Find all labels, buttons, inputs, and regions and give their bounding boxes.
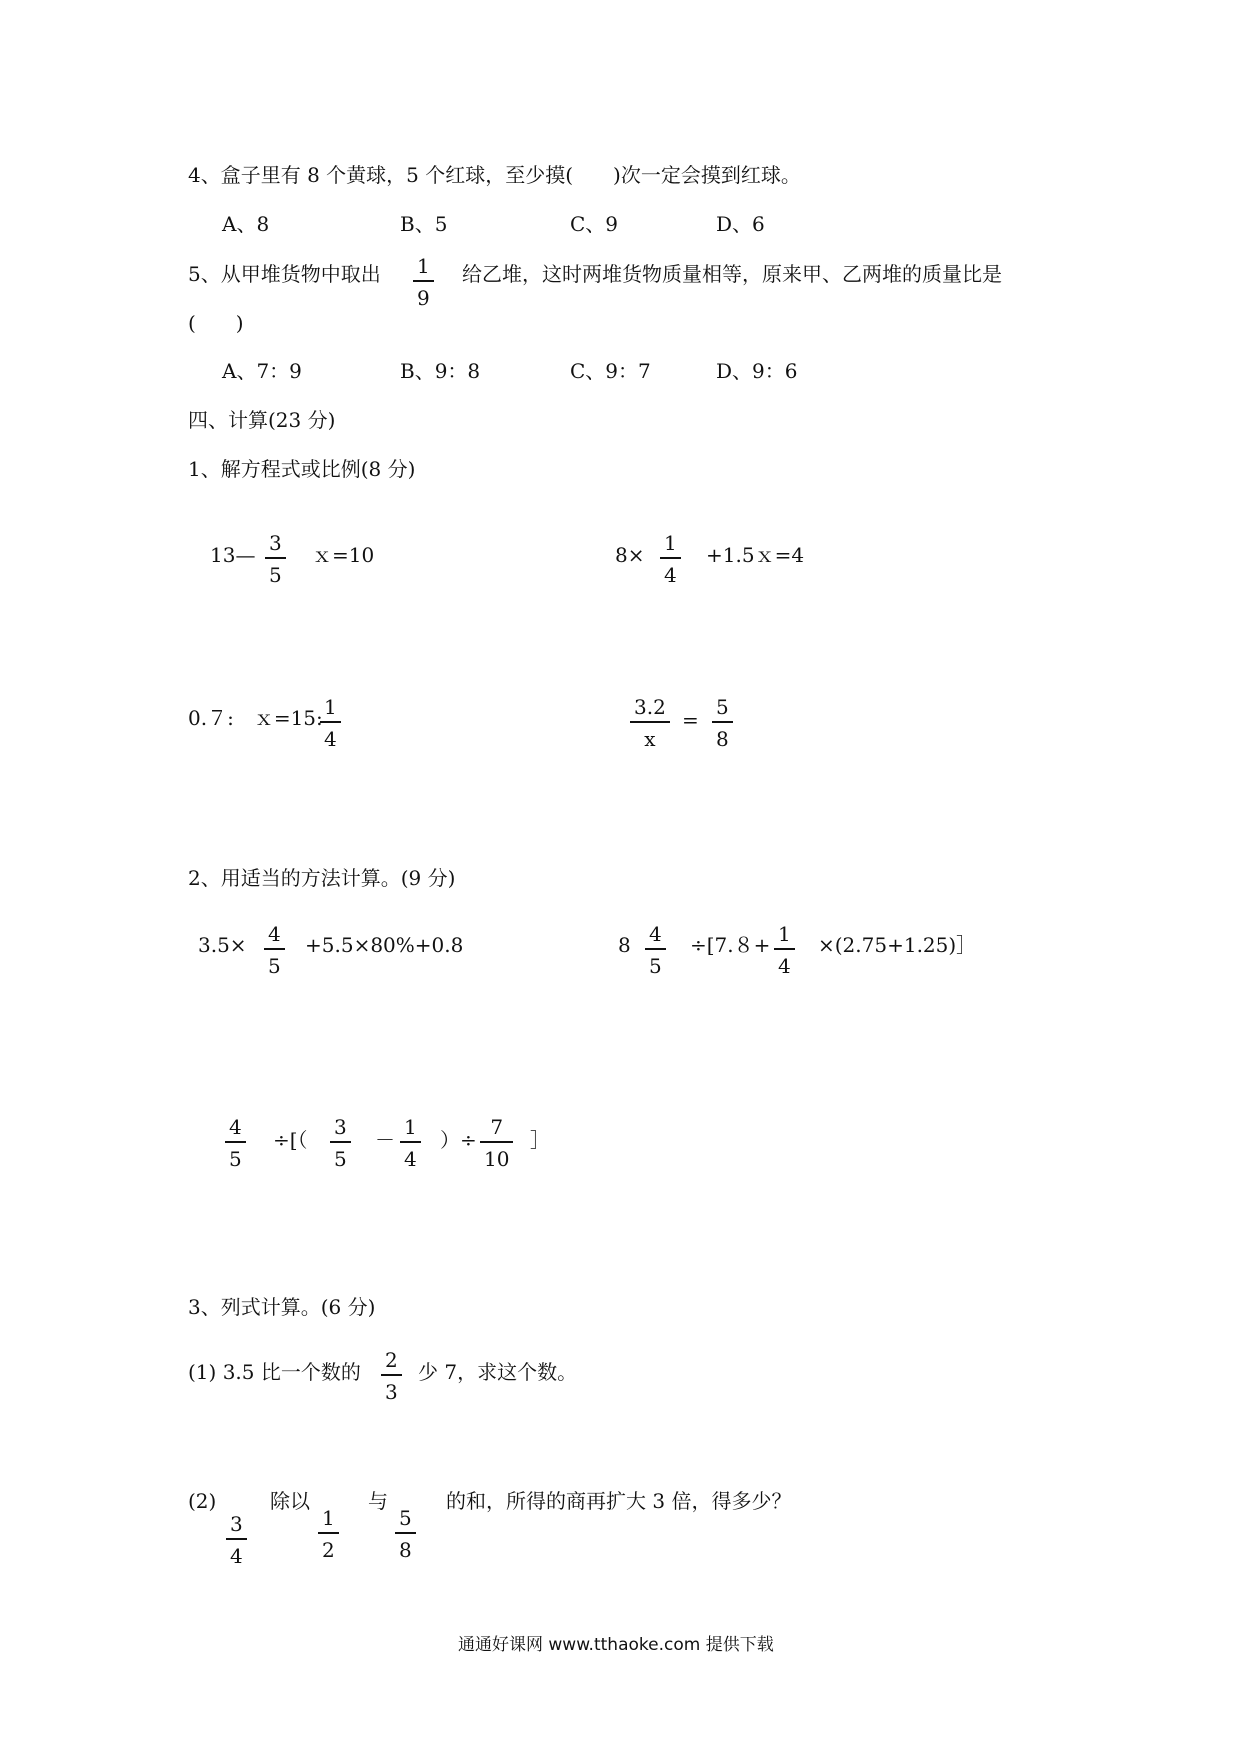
fraction-numerator: 1 [404, 1115, 417, 1139]
fraction-denominator: 5 [649, 954, 662, 978]
e2-fraction-1 [645, 924, 666, 976]
p3q2-fraction-3 [395, 1508, 416, 1560]
p3q2-word-2: 与 [368, 1489, 388, 1513]
e3-op-2: － [375, 1128, 395, 1152]
fraction-numerator: 4 [649, 922, 662, 946]
footer-text: 通通好课网 www.tthaoke.com 提供下载 [458, 1635, 774, 1655]
fraction-denominator: 10 [484, 1147, 510, 1171]
fraction-numerator: 4 [268, 922, 281, 946]
q5-option-a: A、7：9 [222, 359, 302, 383]
e2-suffix: ×(2.75+1.25)］ [818, 933, 977, 957]
p3q2-fraction-1 [226, 1514, 247, 1566]
fraction-numerator: 1 [324, 695, 337, 719]
q5-option-d: D、9：6 [716, 359, 798, 383]
e3-op-1: ÷[（ [273, 1128, 308, 1152]
eq2-fraction [660, 533, 681, 585]
fraction-numerator: 2 [385, 1348, 398, 1372]
fraction-denominator: 9 [417, 286, 430, 310]
fraction-denominator: 5 [269, 563, 282, 587]
e2-whole: 8 [618, 933, 631, 957]
fraction-denominator: 5 [229, 1147, 242, 1171]
part2-title: 2、用适当的方法计算。(9 分) [188, 866, 456, 890]
e3-fraction-3 [400, 1117, 421, 1169]
eq2-suffix: +1.5ｘ=4 [706, 543, 805, 567]
q4-option-c: C、9 [570, 212, 619, 236]
q4-text: 4、盒子里有 8 个黄球，5 个红球，至少摸( )次一定会摸到红球。 [188, 163, 801, 187]
part1-title: 1、解方程式或比例(8 分) [188, 457, 416, 481]
e3-fraction-2 [330, 1117, 351, 1169]
fraction-denominator: 4 [778, 954, 791, 978]
e1-suffix: +5.5×80%+0.8 [305, 933, 464, 957]
eq3-fraction [320, 697, 341, 749]
p3q2-fraction-2 [318, 1508, 339, 1560]
eq1-prefix: 13— [210, 543, 256, 567]
fraction-numerator: 3 [230, 1512, 243, 1536]
fraction-numerator: 5 [399, 1506, 412, 1530]
fraction-denominator: 8 [716, 727, 729, 751]
e3-op-4: ］ [530, 1128, 550, 1152]
e3-fraction-4 [480, 1117, 513, 1169]
q5-blank: ( ) [188, 311, 244, 335]
q4-option-a: A、8 [222, 212, 270, 236]
fraction-numerator: 5 [716, 695, 729, 719]
section-title: 四、计算(23 分) [188, 408, 336, 432]
p3q2-label: (2) [188, 1489, 217, 1513]
fraction-numerator: 3 [334, 1115, 347, 1139]
fraction-denominator: 5 [334, 1147, 347, 1171]
p3q2-word-1: 除以 [270, 1489, 310, 1513]
fraction-denominator: 8 [399, 1538, 412, 1562]
p3q1-prefix: (1) 3.5 比一个数的 [188, 1360, 361, 1384]
fraction-numerator: 1 [417, 254, 430, 278]
q5-option-b: B、9：8 [400, 359, 481, 383]
p3q1-suffix: 少 7，求这个数。 [418, 1360, 578, 1384]
eq1-fraction [265, 533, 286, 585]
e2-fraction-2 [774, 924, 795, 976]
e1-fraction [264, 924, 285, 976]
fraction-numerator: 7 [490, 1115, 504, 1139]
fraction-denominator: 5 [268, 954, 281, 978]
eq1-suffix: ｘ=10 [312, 543, 375, 567]
q5-option-c: C、9：7 [570, 359, 651, 383]
eq4-fraction-right [712, 697, 733, 749]
p3q1-fraction [381, 1350, 402, 1402]
fraction-numerator: 1 [778, 922, 791, 946]
fraction-denominator: 3 [385, 1380, 398, 1404]
q5-prefix: 5、从甲堆货物中取出 [188, 262, 381, 286]
q5-fraction [413, 256, 434, 308]
fraction-denominator: 4 [230, 1544, 243, 1568]
e1-prefix: 3.5× [198, 933, 247, 957]
fraction-denominator: x [644, 727, 656, 751]
eq3-expression: 0.７: ｘ=15: [188, 706, 323, 730]
fraction-denominator: 4 [664, 563, 677, 587]
fraction-numerator: 3.2 [634, 695, 666, 719]
fraction-numerator: 4 [229, 1115, 242, 1139]
fraction-denominator: 4 [404, 1147, 417, 1171]
fraction-denominator: 2 [322, 1538, 335, 1562]
eq4-fraction-left [630, 697, 670, 749]
e3-fraction-1 [225, 1117, 246, 1169]
q5-suffix: 给乙堆，这时两堆货物质量相等，原来甲、乙两堆的质量比是 [462, 262, 1002, 286]
e2-middle: ÷[7.８+ [690, 933, 771, 957]
q4-option-b: B、5 [400, 212, 448, 236]
q4-option-d: D、6 [716, 212, 765, 236]
eq2-prefix: 8× [615, 543, 645, 567]
e3-op-3: ）÷ [440, 1128, 477, 1152]
fraction-numerator: 3 [269, 531, 282, 555]
eq4-equals: = [682, 708, 699, 732]
fraction-numerator: 1 [664, 531, 677, 555]
fraction-numerator: 1 [322, 1506, 335, 1530]
fraction-denominator: 4 [324, 727, 337, 751]
part3-title: 3、列式计算。(6 分) [188, 1295, 376, 1319]
p3q2-word-3: 的和，所得的商再扩大 3 倍，得多少？ [446, 1489, 792, 1513]
